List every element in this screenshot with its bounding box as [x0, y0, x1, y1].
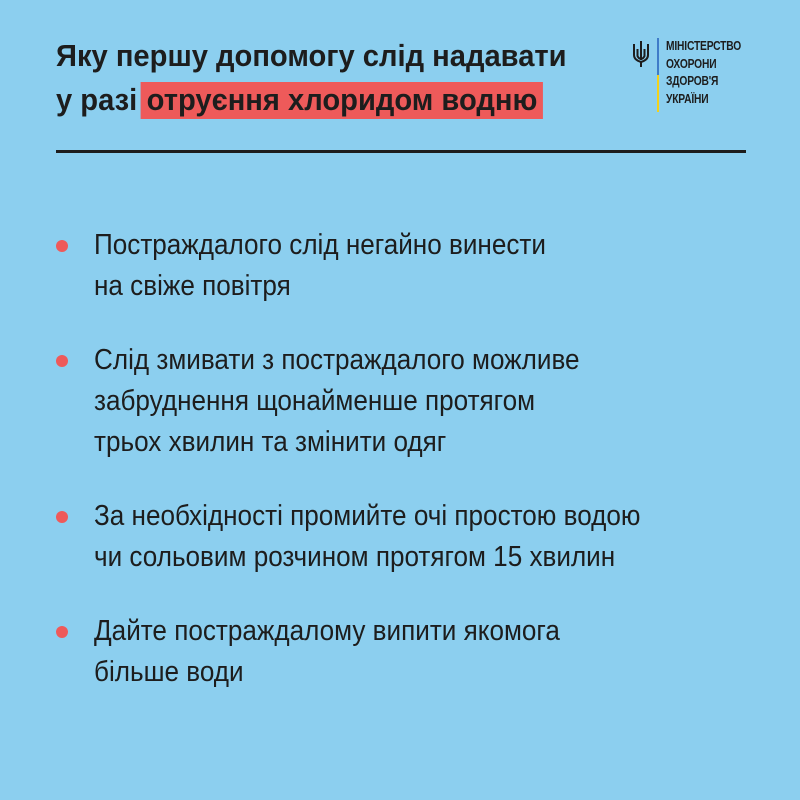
- logo-line: ЗДОРОВ'Я: [666, 74, 719, 88]
- first-aid-list: [56, 225, 701, 726]
- logo-line: МІНІСТЕРСТВО: [666, 39, 742, 53]
- logo-line: ОХОРОНИ: [666, 56, 717, 71]
- title-highlight: отруєння хлоридом водню: [141, 82, 543, 119]
- list-item-text: більше води: [94, 656, 244, 688]
- logo-line: УКРАЇНИ: [666, 91, 709, 106]
- list-item-text: забруднення щонайменше протягом: [94, 385, 536, 417]
- list-item-text: чи сольовим розчином протягом 15 хвилин: [94, 541, 616, 573]
- bullet-dot: [56, 240, 68, 252]
- title-line-2: [56, 78, 567, 122]
- list-item: [56, 496, 701, 578]
- bullet-dot: [56, 511, 68, 523]
- list-item: [56, 225, 701, 307]
- list-item-text: Слід змивати з постраждалого можливе: [94, 344, 580, 376]
- list-item-text: Дайте постраждалому випити якомога: [94, 615, 560, 647]
- list-item-text: За необхідності промийте очі простою водою: [94, 500, 641, 532]
- list-item: [56, 611, 701, 693]
- title-line-1: Яку першу допомогу слід надавати: [56, 38, 567, 73]
- page-title: [56, 34, 567, 122]
- title-line-2-prefix: у разі: [56, 82, 138, 117]
- ministry-logo: [631, 38, 758, 112]
- bullet-dot: [56, 355, 68, 367]
- list-item-text: Постраждалого слід негайно винести: [94, 229, 546, 261]
- list-item: [56, 340, 701, 463]
- title-divider: [56, 150, 746, 153]
- list-item-text: на свіже повітря: [94, 270, 291, 302]
- bullet-dot: [56, 626, 68, 638]
- list-item-text: трьох хвилин та змінити одяг: [94, 426, 447, 458]
- logo-text: [666, 38, 741, 108]
- logo-divider: [657, 38, 659, 112]
- trident-icon: [631, 40, 651, 68]
